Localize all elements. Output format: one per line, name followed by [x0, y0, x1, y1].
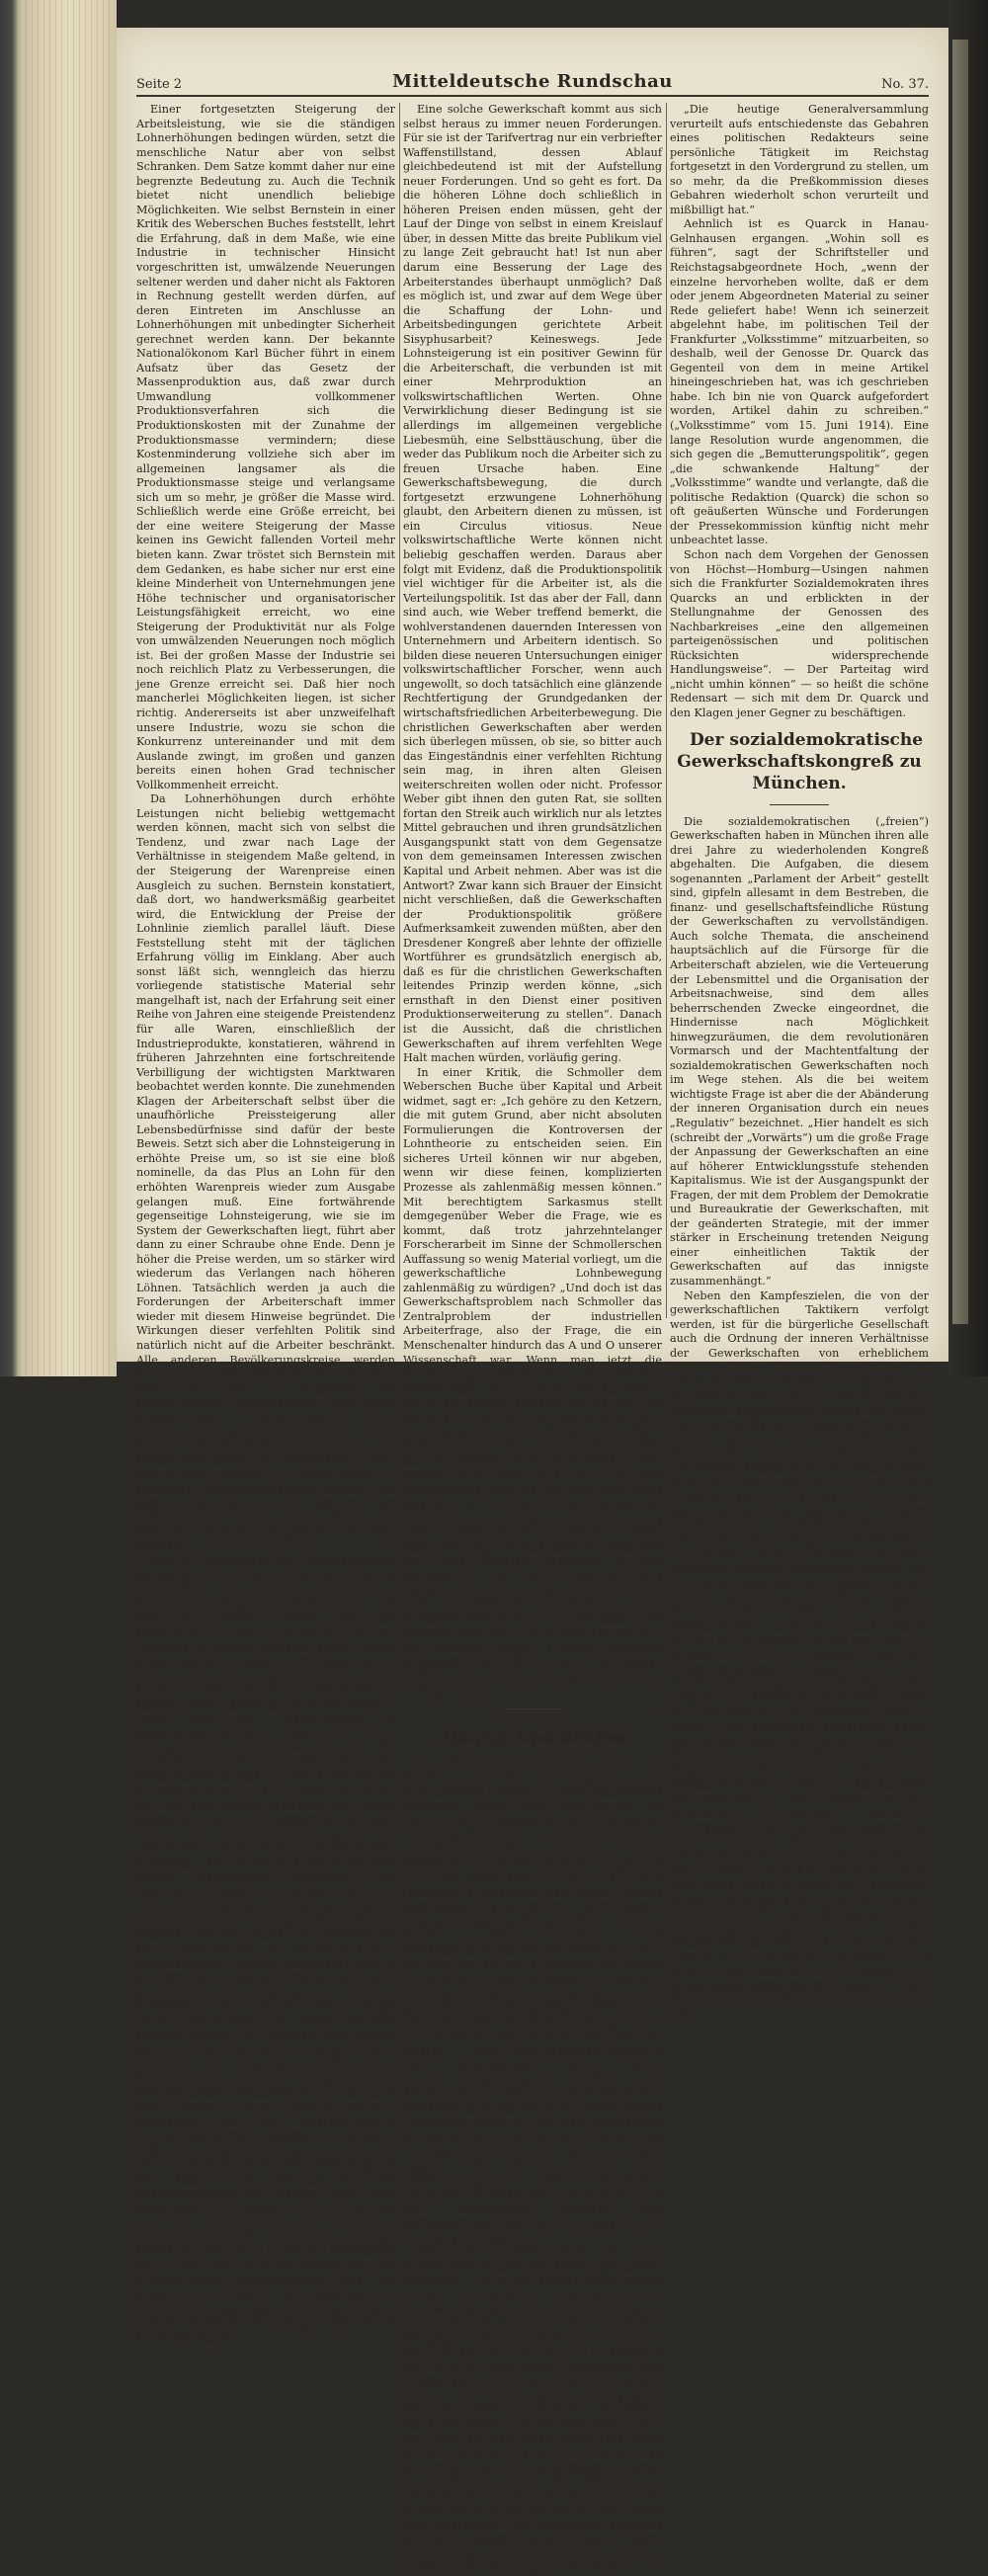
book-spine [0, 0, 117, 1376]
column-divider [666, 103, 667, 1318]
headline-gewerkschaftskongress: Der sozialdemokratische Gewerkschaftskongreß zu München. [677, 729, 924, 793]
column-3 [670, 103, 929, 2021]
newspaper-page [117, 28, 948, 2575]
article-paragraph: „Die heutige Generalversammlung verurteilt aufs entschiedenste das Gebahren eines politischen Redakteurs seine persönliche Tätigkeit im Reichstag fortgesetzt in den Vordergrund zu stellen, um so mehr, da die Preßkommission dieses Gebahren wiederholt schon verurteilt und mißbilligt hat.“ [670, 103, 929, 216]
article-paragraph: Daß die Wortführer der Gewerkschaften bemüht sind, diese ihnen unbequeme Logik anzufechten, ist nicht verwunderlich. Zwar können sie nicht ganz in Abrede stellen, daß auch die Arbeiter einen Teil der Preiserhöhung mittragen müssen, bestreiten aber, daß sie den erheblichen Teil sei. Dieser entfalle auf die wohlhabenden Schichten des Volkes; denn diese kauften die teueren Waren, in denen die meiste Arbeit stecke. Infolgedessen hätten die meisten Arbeiter, auch wenn die Lohnerhöhung in Preissteigerung sich umsetze, doch wenigstens einen Teilnutzen davon. Die Wortführer der Gewerkschaften übersehen dabei, daß der Bedarf an wertvolleren Gütern ein weit geringerer ist als an Massengütern, die von den breiten Schichten des Volkes gebraucht werden. Zusammenfassend sagt Weber in einer im Zentralblatt der christlichen Gewerkschaften veröffentlichten Antikritik: „Ein großer Teil der durch den Streik erzwungenen Erhöhung des Arbeitslohnes wird jedenfalls schließlich von Arbeitern als Konsumenten getragen werden müssen. Ein weiterer Teil geht den Arbeitern indirekt verloren durch die eigentlichen Kosten des Streiks.“ Der ganze Rest aber müsse von den Arbeitern aufgebracht werden in ihrer Eigenschaft als Produzenten. Auch dieser letzte Gesichtspunkt ist nicht zu übersehen. Denn wenn die Preise infolge einer Lohnerhöhung in einem Gewerbe steigen, müssen alle übrigen Volksklassen entweder ihren Bedarf einschränken, oder, wenn sie ihre Einkommensverhältnisse es ihnen erlauben, mehr Geld ausgeben bezw. ihre Ersparnisse reduzieren. Beides fällt aber der Produktion zur Last weil der Konsum zurückgeht und den Unternehmungen weniger Kapital zur Verfügung gestellt wird. [136, 1554, 395, 2143]
article-paragraph: Die sozialdemokratischen („freien“) Gewerkschaften haben in München ihren alle drei Jahre zu wiederholenden Kongreß abgehalten. Die Aufgaben, die diesem sogenannten „Parlament der Arbeit“ gestellt sind, gipfeln allesamt in dem Bestreben, die finanz- und gesellschaftsfeindliche Rüstung der Gewerkschaften zu vervollständigen. Auch solche Themata, die anscheinend hauptsächlich auf die Fürsorge für die Arbeiterschaft abzielen, wie die Verteuerung der Lebensmittel und die Organisation der Arbeitsnachweise, sind dem alles beherrschenden Zwecke eingeordnet, die Hindernisse nach Möglichkeit hinwegzuräumen, die dem revolutionären Vormarsch und der Machtentfaltung der sozialdemokratischen Gewerkschaften noch im Wege stehen. Als die bei weitem wichtigste Frage ist aber die der Abänderung der inneren Organisation durch ein neues „Regulativ“ bezeichnet. „Hier handelt es sich (schreibt der „Vorwärts“) um die große Frage der Anpassung der Gewerkschaften an eine auf höherer Entwicklungsstufe stehenden Kapitalismus. Wie ist der Ausgangspunkt der Fragen, der mit dem Problem der Demokratie und Bureaukratie der Gewerkschaften, mit der geänderten Strategie, mit der immer stärker in Erscheinung tretenden Neigung einer einheitlichen Taktik der Gewerkschaften auf das innigste zusammenhängt.“ [670, 814, 929, 1288]
column-1 [136, 103, 395, 2344]
section-divider [503, 1708, 562, 1709]
issue-number: No. 37. [881, 77, 929, 92]
article-paragraph: Der aufgespeicherte Groll kam zum Ausbruch als Quarck „der Zeilenjäger auf der Mainlinie“, wie er von den Radikalen wegen seiner unklaren revisionistischen Anschauungen genannt wird, dem „Kollegen“ Brühne das Material über das Frankfurter Telegraphenamt zu einer Rede im Reichstag übergab. So gut er es verstand, hat Brühne das Leder zu einem Stiefel verarbeitet; aber Quarck gefiel der Stiefel nicht, den sich Brühne im Reichstag zusammengereder hatte; er polierte und lackierte an Brühnes Machwerk herum und bemerkte eitel, daß er das Leder geliefert hätte. Voller Entrüstung wehrte sich Brühne gegen die nicht richtige Wiedergabe seiner Ausführungen, zumal „nach diesem Artikel die Meinung zu bestehen scheine, als habe mir Genosse Dr. Quarck ein fertiges Manuskript zu meiner Rede übergeben“. Die Genossen des Kreises Höchst—Homburg—Usingen taten dann ihrem Abgeordneten Brühne auch den Gefallen und faßten folgende Resolution: [403, 2245, 662, 2575]
article-paragraph: Eine solche Gewerkschaft kommt aus sich selbst heraus zu immer neuen Forderungen. Für sie ist der Tarifvertrag nur ein verbriefter Waffenstillstand, dessen Ablauf gleichbedeutend ist mit der Aufstellung neuer Forderungen. Und so geht es fort. Da die höheren Löhne doch schließlich in höheren Preisen enden müssen, geht der Lauf der Dinge von selbst in einem Kreislauf über, in dessen Mitte das breite Publikum viel zu lange Zeit gebraucht hat! Ist nun aber darum eine Besserung der Lage des Arbeiterstandes überhaupt unmöglich? Daß es möglich ist, und zwar auf dem Wege über die Schaffung der Lohn- und Arbeitsbedingungen gerichtete Arbeit Sisyphusarbeit? Keineswegs. Jede Lohnsteigerung ist ein positiver Gewinn für die Arbeiterschaft, die verbunden ist mit einer Mehrproduktion an volkswirtschaftlichen Werten. Ohne Verwirklichung dieser Bedingung ist sie allerdings im allgemeinen vergebliche Liebesmüh, eine Selbsttäuschung, über die weder das Publikum noch die Arbeiter sich zu freuen Ursache haben. Eine Gewerkschaftsbewegung, die durch fortgesetzt erzwungene Lohnerhöhung glaubt, den Arbeitern dienen zu müssen, ist ein Circulus vitiosus. Neue volkswirtschaftliche Werte können nicht beliebig geschaffen werden. Daraus aber folgt mit Evidenz, daß die Produktionspolitik viel wichtiger für die Arbeiter ist, als die Verteilungspolitik. Ist das aber der Fall, dann sind auch, wie Weber treffend bemerkt, die wohlverstandenen dauernden Interessen von Unternehmern und Arbeitern identisch. So bilden diese neueren Untersuchungen einiger volkswirtschaftlicher Forscher, wenn auch ungewollt, so doch tatsächlich eine glänzende Rechtfertigung der Grundgedanken der wirtschaftsfriedlichen Arbeiterbewegung. Die christlichen Gewerkschaften aber werden sich überlegen müssen, ob sie, so bitter auch das Eingeständnis einer verfehlten Richtung sein mag, in ihren alten Gleisen weiterschreiten wollen oder nicht. Professor Weber gibt ihnen den guten Rat, sie sollten fortan den Streik auch wirklich nur als letztes Mittel gebrauchen und ihren grundsätzlichen Ausgangspunkt statt von dem Gegensatze von dem gemeinsamen Interessen zwischen Kapital und Arbeit nehmen. Aber was ist die Antwort? Zwar kann sich Brauer der Einsicht nicht verschließen, daß die Gewerkschaften der Produktionspolitik größere Aufmerksamkeit zuwenden müßten, aber den Dresdener Kongreß aber lehnte der offizielle Wortführer es grundsätzlich energisch ab, daß es für die christlichen Gewerkschaften leitendes Prinzip werden könne, „sich ernsthaft in den Dienst einer positiven Produktionserweiterung zu stellen“. Danach ist die Aussicht, daß die christlichen Gewerkschaften auf ihrem verfehlten Wege Halt machen würden, vorläufig gering. [403, 103, 662, 1065]
headline-quarck-bruehne: Quarck und Brühne. [443, 1727, 636, 1748]
article-paragraph: Aehnlich ist es Quarck in Hanau-Gelnhausen ergangen. „Wohin soll es führen“, sagt der Schriftsteller und Reichstagsabgeordnete Hoch, „wenn der einzelne hervorheben wollte, daß er dem oder jenem Abgeordneten Material zu seiner Rede geliefert habe! Wenn ich seinerzeit abgelehnt habe, im politischen Teil der Frankfurter „Volksstimme“ mitzuarbeiten, so deshalb, weil der Genosse Dr. Quarck das Gegenteil von dem in meine Artikel hineingeschrieben hat, was ich geschrieben habe. Ich bin nie von Quarck aufgefordert worden, Artikel dahin zu schreiben.“ („Volksstimme“ vom 15. Juni 1914). Eine lange Resolution wurde angenommen, die sich gegen die „Bemutterungspolitik“, gegen „die schwankende Haltung“ der „Volksstimme“ wandte und verlangte, daß die politische Redaktion (Quarck) die schon so oft geäußerten Wünsche und Forderungen der Pressekommission künftig nicht mehr unbeachtet lasse. [670, 217, 929, 547]
article-paragraph: Neben den Kampfeszielen, die von der gewerkschaftlichen Taktikern verfolgt werden, ist für die bürgerliche Gesellschaft auch die Ordnung der inneren Verhältnisse der Gewerkschaften von erheblichem Interesse. Was es hiermit auf sich hat, ist sofort angedeutet werden. Die Gegenrüstung der Arbeitgeber ist so ausgebaut, daß die willkürlich angezettelten Streiks das Risiko eines langwierigen, verlustreichen Kampfes immer größer wird. Die Mittel der Allgemeinheit wurden infolgedessen von den streikenden Frankfurters in beträchtlichem Umfange in Anspruch genommen, ohne daß häufig ein greifbarer Erfolg von unbedacht und mit viel zu schwachen Kräften unternommenen Ausständen sich erwarten ließe. Daher soll die Frage der Unterstützung bei Streiks und Aussperrungen einer strafferen Regelung unterzogen werden. Die in einen Streik eintretenden Verbände sollen zunächst auf ihre eigenen Kräfte sich stützen, die finanzielle Beihilfe der größeren Organisationen aber nur nach einem geordneten Verfahren gewährt werden. Der Respekt vor der konzentrierten Macht des Unternehmertums bedingt eben eine straffere Zügelung der Streiklustigen. Das „Regulativ“ soll ferner die Entscheidung über Grenzstreitigkeiten in geordnete Bahnen lenken. Die bisherigen Kongresse haben grundsätzlich daran festgehalten, daß nicht der Betrieb, sondern der Beruf für die Zugehörigkeit der einzelnen Arbeiter zur Organisation entscheidend ist. Nun hat aber die Entwicklung die Arbeit in der Berufsarbeit fortgesetzt zahlreiche Uebergänge in andere Verbandskörper zur Folge, was zu dauernd Streitigkeiten verursacht, da die Leistungen nicht überall die gleichen sind und die alten Ansprüche vom neuen Verbande nicht mehr anerkannt werden. Uebergang und Ausgleich sollen daher erleichtert werden. Wie das geschieht, geht nur die beteiligten „Genossen“ an. Von prinzipieller Bedeutung ist dagegen das erneute Hervortreten der Forderung, daß Betriebsorganisation vor dem Vorzug vor der Gewerkschaftsorganisation erhalten soll. Hiernach würden alle „Genossen“ in einem indu- [670, 1288, 929, 2021]
column-divider [399, 103, 400, 1318]
edge-strip [952, 40, 968, 1324]
header-rule [136, 95, 929, 97]
scanner-edge [948, 0, 988, 1376]
article-paragraph: Einer fortgesetzten Steigerung der Arbeitsleistung, wie sie die ständigen Lohnerhöhungen bedingen würden, setzt die menschliche Natur aber von selbst Schranken. Dem Satze kommt daher nur eine begrenzte Bedeutung zu. Auch die Technik bietet nicht unendlich beliebige Möglichkeiten. Wie selbst Bernstein in einer Kritik des Weberschen Buches feststellt, lehrt die Erfahrung, daß in dem Maße, wie eine Industrie in technischer Hinsicht vorgeschritten ist, umwälzende Neuerungen seltener werden und daher nicht als Faktoren in Rechnung gestellt werden dürfen, auf deren Eintreten im Anschlusse an Lohnerhöhungen mit unbedingter Sicherheit gerechnet werden kann. Der bekannte Nationalökonom Karl Bücher führt in einem Aufsatz über das Gesetz der Massenproduktion aus, daß zwar durch Umwandlung vollkommener Produktionsverfahren sich die Produktionskosten mit der Zunahme der Produktionsmasse vermindern; diese Kostenminderung vollziehe sich aber im allgemeinen langsamer als die Produktionsmasse steige und verlangsame sich um so mehr, je größer die Masse wird. Schließlich werde eine Größe erreicht, bei der eine weitere Steigerung der Masse keinen ins Gewicht fallenden Vorteil mehr bieten kann. Zwar tröstet sich Bernstein mit dem Gedanken, es habe sicher nur erst eine kleine Minderheit von Unternehmungen jene Höhe technischer und organisatorischer Leistungsfähigkeit erreicht, wo eine Steigerung der Produktivität nur als Folge von umwälzenden Neuerungen noch möglich ist. Bei der großen Masse der Industrie sei noch reichlich Platz zu Verbesserungen, die jene Grenze erreicht sei. Daß hier noch mancherlei Möglichkeiten liegen, ist sicher richtig. Andererseits ist aber unzweifelhaft unsere Industrie, wozu sie schon die Konkurrenz untereinander und mit dem Auslande zwingt, im großen und ganzen bereits einen hohen Grad technischer Vollkommenheit erreicht. [136, 103, 395, 791]
section-divider [770, 804, 829, 805]
article-paragraph: Im Jahre 1886 wurde der Referendar Dr. Quarck wegen Beteiligung an Umsturzbestrebungen aus dem Staatsdienst entlassen. Ueber Wien kam er an die demokratische „Frankfurter Zeitung“, die er 1891 verließ, um 1893 in die Redaktion der sozialdemokratischen „Volksstimme“ zu Frankfurt einzutreten. Quarck drängt sich gern vor; diese Eigenschaft hat ihm den Genossen Stadtverordneten schon einmal Veranlassung gegeben, mit dem Namen Quarck allerlei Spott zu treiben. Seitdem Quarck 1912 auch noch Reichstagsabgeordneter geworden ist, soll er von der übertragenden geistigen Bedeutung seiner Persönlichkeit derartig überzeugt sein, daß das Frankfurter „Volksstimme“ sich gänzlich seiner selbstgefälligen Arbeitsweise anpassen muß. „Aus dem Reichstage“ oder aus Berlin schreibt uns der Genosse Dr. Quarck“ — wurde zur stehenden Rubrik in der „Volksstimme“. Ueber diese selbstbeweihräucherung mußte der Schuhmacher Brühne, sozialdemokratischer Reichstagsabgeordneter des Kreises Höchst—Homburg—Usingen, und der Schriftsteller Richard Hoch, sozialdemokratischer Kandidat für Hanau—Gelnhausen, sich schließlich ärgern, da diese Kreise zum Verbreitungsgebiet der Frankfurter „Volksstimme“ gehörten und Quarck ihnen alle einträglichen Berichte und Stimmungsbilder aus dem Reichstag vor der Nase wegschnappte. [403, 1756, 662, 2244]
newspaper-title: Mitteldeutsche Rundschau [392, 71, 673, 92]
page-edges [20, 0, 115, 1376]
article-paragraph: Schon nach dem Vorgehen der Genossen von Höchst—Homburg—Usingen nahmen sich die Frankfurter Sozialdemokraten ihres Quarcks an und erblickten in der Stellungnahme der Genossen des Nachbarkreises „eine den allgemeinen parteigenössischen und politischen Rücksichten widersprechende Handlungsweise“. — Der Parteitag wird „nicht umhin können“ — so heißt die schöne Redensart — sich mit dem Dr. Quarck und den Klagen jener Gegner zu beschäftigen. [670, 547, 929, 719]
page-number: Seite 2 [136, 77, 183, 92]
article-paragraph: Daß diese Zusammenhänge den Wert der Gewerkschaft erheblich vermindern, liegt auf der Hand. Aber deshalb ist der Zusammenschluß der Arbeiter doch nicht überflüssig. Eine Organisation kann auch wie von den Arbeitern manches nützen in materieller sowohl wie in geistiger Beziehung. Sie braucht auch auf den Kampf nicht ein für allemal zu verzichten. Aber ihr grundsätzlicher Ausgangspunkt muß ein anderer sein. Nicht der Gedanke des natürlichen Gegensatzes zwischen Kapital und Arbeit darf ihre Grundlage bilden, wie es heute der Fall ist. [136, 2143, 395, 2344]
article-paragraph: In einer Kritik, die Schmoller dem Weberschen Buche über Kapital und Arbeit widmet, sagt er: „Ich gehöre zu den Ketzern, die mit gutem Grund, aber nicht absoluten Formulierungen die Kontroversen der Lohntheorie zu entscheiden seien. Ein sicheres Urteil können wir nur abgeben, wenn wir diese feinen, komplizierten Prozesse als zahlenmäßig messen können.“ Mit berechtigtem Sarkasmus stellt demgegenüber Weber die Frage, wie es kommt, daß trotz jahrzehntelanger Forscherarbeit im Sinne der Schmollerschen Auffassung so wenig Material vorliegt, um die gewerkschaftliche Lohnbewegung zahlenmäßig zu würdigen? „Und doch ist das Gewerkschaftsproblem nach Schmoller das Zentralproblem der industriellen Arbeiterfrage, also der Frage, die ein Menschenalter hindurch das A und O unserer Wissenschaft war. Wenn man jetzt die Beweislast ganz den zuschiebt, die nicht ohne revolutionäre die Dogmen der historisch-ethischen Schule glauben, so ist das ein Vorgang, der nicht gerade geeignet ist, den Niedergang dieser Richtung aufzuhalten.“ Sicherlich ist das Zahlenmaterial über manche wichtige Frage zur Beurteilung der Gewerkschaftsbewegung heute noch sehr unzureichend, und es ist wohl überhaupt fraglich, ob es bei dem Mangel an statistischen Unterlagen jemals in völlig befriedigender Weise beigebracht werden kann. Die Folge ist, daß man zur Erfassung der noch dunklen Probleme in der Hauptsache auf den deduktiven Weg angewiesen ist. Diesen Weg hat Weber denn auch vornehmlich beschritten. Seine Gedankenentwicklung hat jedenfalls die Logik für sich und ist um so beachtenswerter, als Praktiker längst ähnliche Ansichten ausgesprochen haben. Eine stichhaltige Widerlegung haben seine Ansichten bisher nicht gefunden. [403, 1065, 662, 1698]
article-paragraph: Da Lohnerhöhungen durch erhöhte Leistungen nicht beliebig wettgemacht werden können, macht sich von selbst die Tendenz, und zwar nach Lage der Verhältnisse in steigendem Maße geltend, in der Steigerung der Warenpreise einen Ausgleich zu suchen. Bernstein konstatiert, daß dort, wo handwerksmäßig gearbeitet wird, die Entwicklung der Preise der Lohnlinie ziemlich parallel läuft. Diese Feststellung steht mit der täglichen Erfahrung völlig im Einklang. Aber auch sonst läßt sich, wenngleich das hierzu vorliegende statistische Material sehr mangelhaft ist, nach der Erfahrung seit einer Reihe von Jahren eine steigende Preistendenz für alle Waren, einschließlich der Industrieprodukte, konstatieren, während in früheren Jahrzehnten eine fortschreitende Verbilligung der wichtigsten Marktwaren beobachtet werden konnte. Die zunehmenden Klagen der Arbeiterschaft selbst über die unaufhörliche Preissteigerung aller Lebensbedürfnisse sind dafür der beste Beweis. Setzt sich aber die Lohnsteigerung in erhöhte Preise um, so ist sie eine bloß nominelle, da das Plus an Lohn für den erhöhten Warenpreis wieder zum Ausgabe gelangen muß. Eine fortwährende gegenseitige Lohnsteigerung, wie sie im System der Gewerkschaften liegt, führt aber dann zu einer Schraube ohne Ende. Denn je höher die Preise werden, um so stärker wird wiederum das Verlangen nach höheren Löhnen. Tatsächlich werden ja auch die Forderungen der Arbeiterschaft immer wieder mit diesem Hinweise begründet. Die Wirkungen dieser verfehlten Politik sind natürlich nicht auf die Arbeiter beschränkt. Alle anderen Bevölkerungskreise werden dadurch in Mitleidenschaft gezogen. Man denke nur an die Beamten! Die fortschreitende Preissteigerung nötigt sie zu fortwährenden Forderungen auf Gehaltserhöhung, und dabei sehen sie zu ihrem Bedauern, daß sie stets noch der Gehaltserhöhungen in Wirklichkeit nicht besser stehen als früher. Und das alles einer verfehlten Gewerkschaftspolitik zuliebe, die dazu noch in weiten Kreisen der Oeffentlichkeit, denen die Einsicht in die Verhältnissen fehlt, unbegrenzte Sympathie genießt! [136, 792, 395, 1553]
column-2 [403, 103, 662, 2575]
page-header [136, 71, 929, 97]
